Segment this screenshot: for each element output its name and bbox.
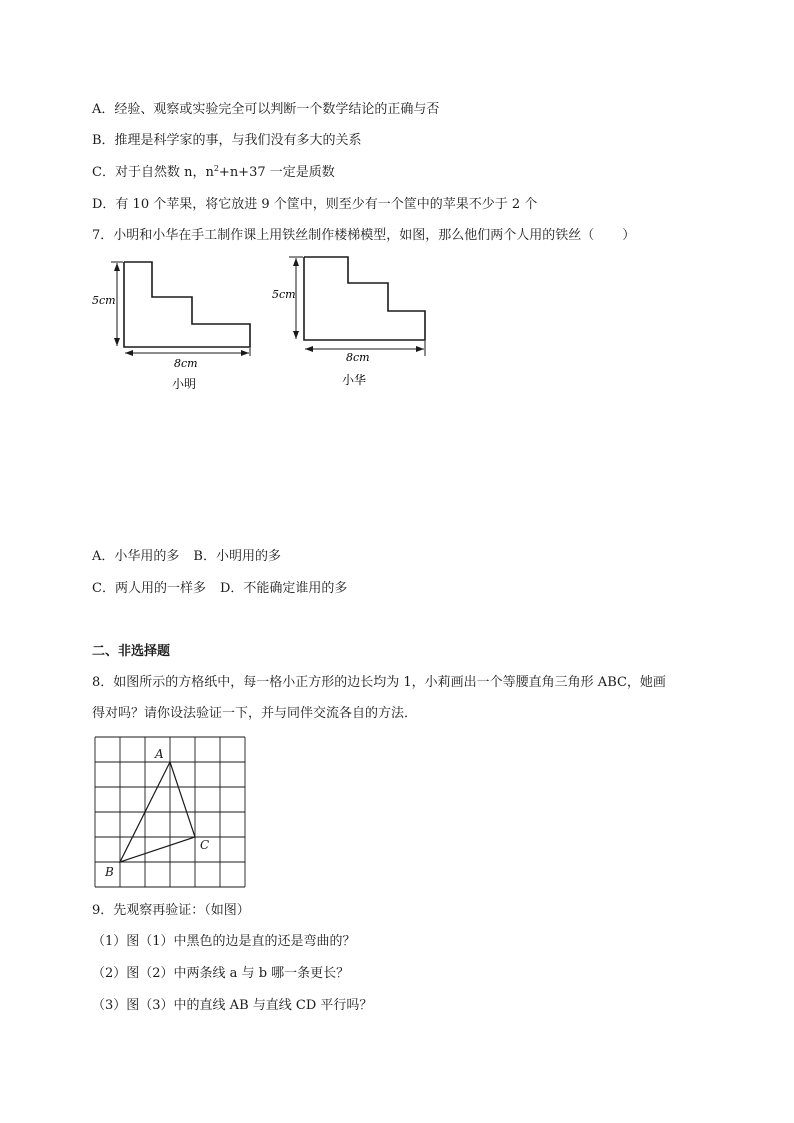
grid-triangle-figure	[90, 732, 254, 890]
q6-option-c-text: C．对于自然数 n，n	[92, 165, 214, 180]
xiaoming-width-arrowhead-right	[241, 350, 249, 356]
xiaoming-stair-shape	[124, 262, 250, 347]
q6-option-d: D．有 10 个苹果，将它放进 9 个筐中，则至少有一个筐中的苹果不少于 2 个	[92, 197, 538, 212]
q9-sub-1: （1）图（1）中黑色的边是直的还是弯曲的？	[92, 934, 356, 949]
xiaohua-stair-shape	[304, 257, 425, 340]
q7-options-row-2	[92, 580, 347, 598]
xiaoming-name: 小明	[172, 377, 197, 391]
xiaohua-width-label: 8cm	[346, 351, 370, 364]
xiaohua-height-arrowhead-top	[293, 258, 299, 266]
q7-stem-close: ）	[622, 228, 636, 243]
xiaohua-width-arrowhead-right	[416, 346, 424, 352]
xiaoming-height-arrowhead-bottom	[114, 338, 120, 346]
q6-option-b: B．推理是科学家的事，与我们没有多大的关系	[92, 133, 362, 148]
xiaohua-height-arrowhead-bottom	[293, 331, 299, 339]
grid-paper	[95, 737, 245, 887]
q8-stem-line-2: 得对吗？请你设法验证一下，并与同伴交流各自的方法．	[92, 706, 418, 721]
q7-options-row-1	[92, 548, 281, 566]
q6-option-c	[92, 164, 335, 182]
q6-option-a: A．经验、观察或实验完全可以判断一个数学结论的正确与否	[92, 102, 440, 117]
q6-option-c-tail: +n+37 一定是质数	[218, 165, 335, 180]
q7-option-d: D．不能确定谁用的多	[219, 581, 348, 596]
xiaoming-width-label: 8cm	[174, 357, 198, 370]
q7-option-c: C．两人用的一样多	[92, 581, 206, 596]
q9-sub-2: （2）图（2）中两条线 a 与 b 哪一条更长？	[92, 966, 350, 981]
xiaoming-height-arrowhead-top	[114, 263, 120, 271]
q7-option-b: B．小明用的多	[193, 549, 281, 564]
vertex-label-a: A	[155, 747, 164, 761]
q7-stem-text: 7．小明和小华在手工制作课上用铁丝制作楼梯模型，如图，那么他们两个人用的铁丝（	[92, 228, 595, 243]
q7-option-a: A．小华用的多	[92, 549, 180, 564]
q8-stem-line-1: 8．如图所示的方格纸中，每一格小正方形的边长均为 1，小莉画出一个等腰直角三角形 ABC，她画	[92, 675, 666, 690]
q9-stem: 9．先观察再验证：（如图）	[92, 903, 250, 918]
xiaohua-height-label: 5cm	[272, 288, 296, 301]
q6-option-c-exponent: 2	[213, 164, 219, 173]
q7-stem	[92, 227, 635, 245]
q9-sub-3: （3）图（3）中的直线 AB 与直线 CD 平行吗？	[92, 998, 373, 1013]
xiaoming-width-arrowhead-left	[125, 350, 133, 356]
section-title: 二、非选择题	[92, 644, 171, 659]
xiaohua-width-arrowhead-left	[305, 346, 313, 352]
stair-figures	[88, 250, 438, 395]
xiaoming-height-label: 5cm	[92, 294, 116, 307]
vertex-label-b: B	[105, 865, 114, 879]
xiaohua-name: 小华	[342, 373, 367, 387]
vertex-label-c: C	[200, 838, 210, 852]
